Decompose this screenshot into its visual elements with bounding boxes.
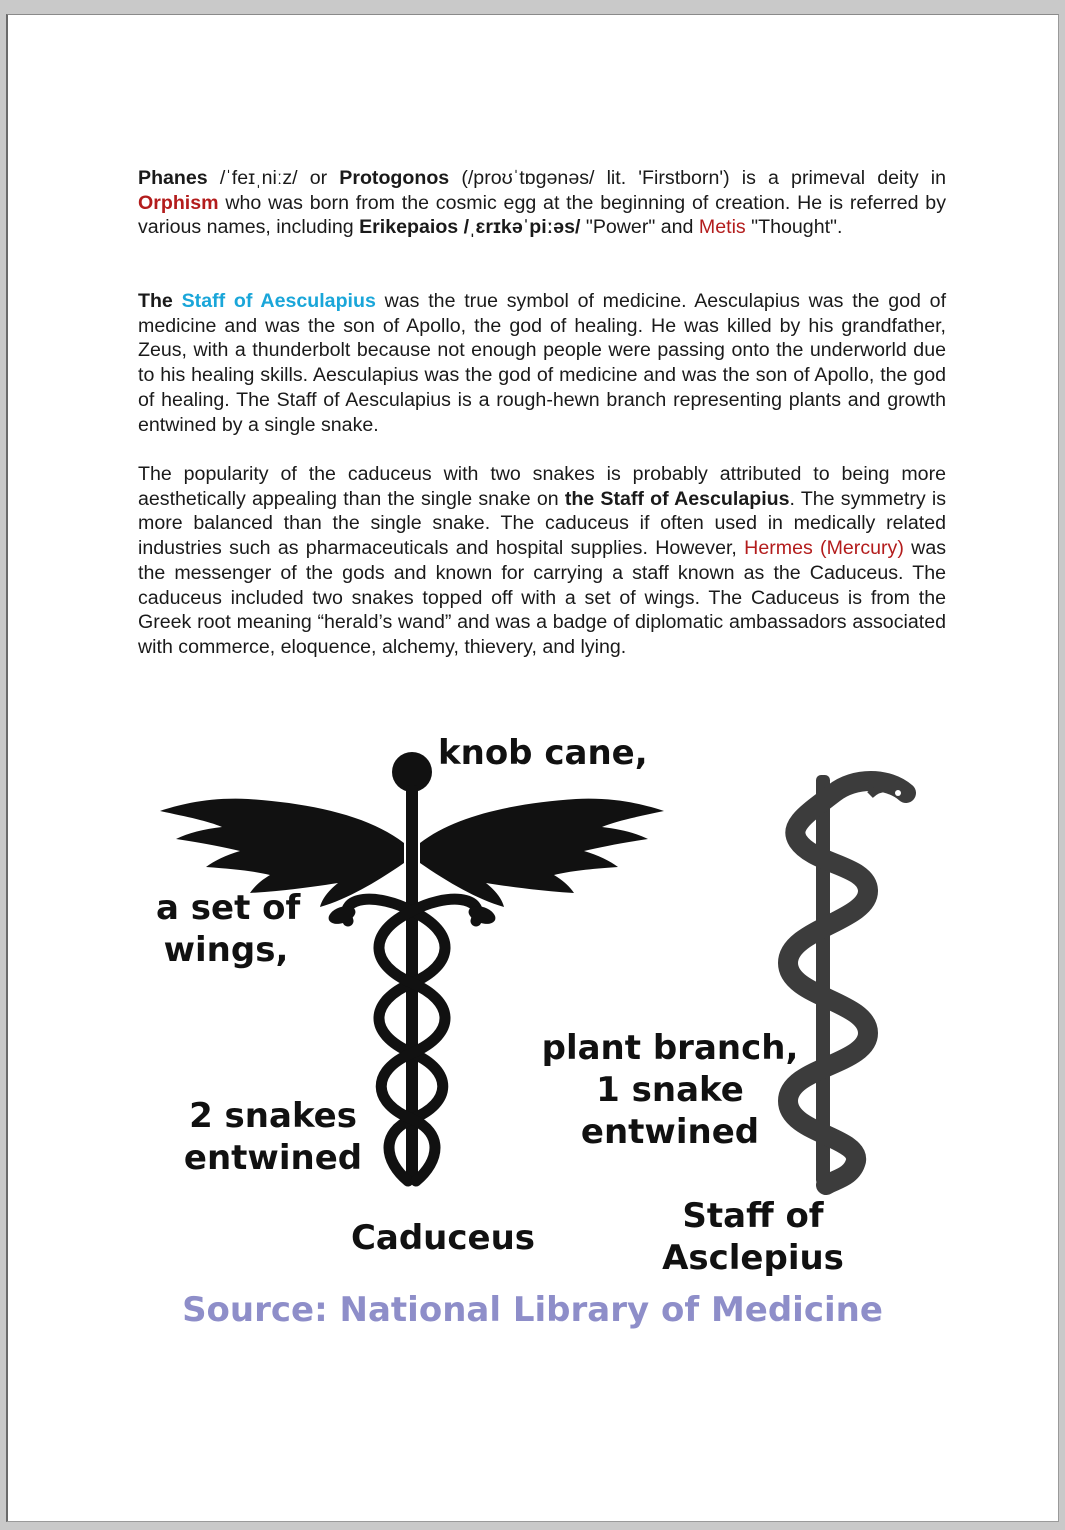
paragraph-caduceus [138,462,946,660]
term-erikepaios: Erikepaios /ˌɛrɪkəˈpiːəs/ [359,216,581,239]
text-run: /ˈfeɪˌniːz/ or [207,167,340,189]
text-run: was the true symbol of medicine. Aesculapius was the god of medicine and was the son of Apollo, the god of healing. He was killed by his grandfather, Zeus, with a thunderbolt because not enough people were passing onto the underworld due to his healing skills. Aesculapius was the god of medicine and was the son of Apollo, the god of healing. The Staff of Aesculapius is a rough-hewn branch representing plants and growth entwined by a single snake. [138,290,947,436]
label-snakes-line2: entwined [183,1138,363,1178]
label-snakes-line1: 2 snakes [189,1096,357,1136]
link-hermes[interactable]: Hermes (Mercury) [744,537,904,560]
label-plant-line3: entwined [580,1112,760,1152]
term-phanes: Phanes [138,167,208,189]
label-staff-line2: Asclepius [662,1238,844,1278]
label-wings-line2: wings, [163,930,289,970]
text-run: . The symmetry is more balanced than the single snake. The caduceus if often used in medically related industries such as pharmaceuticals and hospital supplies. However, [138,487,947,560]
label-plant-line2: 1 snake [596,1070,744,1110]
text-run: The popularity of the caduceus with two snakes is probably attributed to being more aesthetically appealing than the single snake on [138,463,946,510]
text-run: who was born from the cosmic egg at the beginning of creation. He is referred by various names, including [138,191,946,239]
word-the: The [138,290,173,312]
link-orphism[interactable]: Orphism [138,191,219,214]
label-wings-line1: a set of [156,888,301,928]
label-plant-line1: plant branch, [541,1028,799,1068]
link-staff-of-aesculapius[interactable]: Staff of Aesculapius [181,290,376,312]
text-run: was the messenger of the gods and known for carrying a staff known as the Caduceus. The caduceus included two snakes topped off with a set of wings. The Caduceus is from the Greek root meaning “herald’s wand” and was a badge of diplomatic ambassadors associated with commerce, eloquence, alchemy, thievery, and lying. [138,537,947,658]
label-staff-line1: Staff of [682,1196,824,1236]
text-run: "Thought". [745,216,843,239]
label-knob-cane: knob cane, [438,733,648,773]
source-caption: Source: National Library of Medicine [182,1290,883,1330]
paragraph-phanes [138,166,946,240]
rod-of-asclepius-icon [788,775,908,1185]
label-caduceus: Caduceus [350,1218,536,1258]
text-run: (/proʊˈtɒɡənəs/ lit. 'Firstborn') is a primeval deity in [449,167,946,189]
link-metis[interactable]: Metis [698,216,746,239]
text-run: "Power" and [580,216,699,239]
paragraph-staff [138,289,946,437]
term-protogonos: Protogonos [339,167,450,189]
term-staff-of-aesculapius: the Staff of Aesculapius [564,487,790,510]
symbols-figure [8,715,1061,1335]
